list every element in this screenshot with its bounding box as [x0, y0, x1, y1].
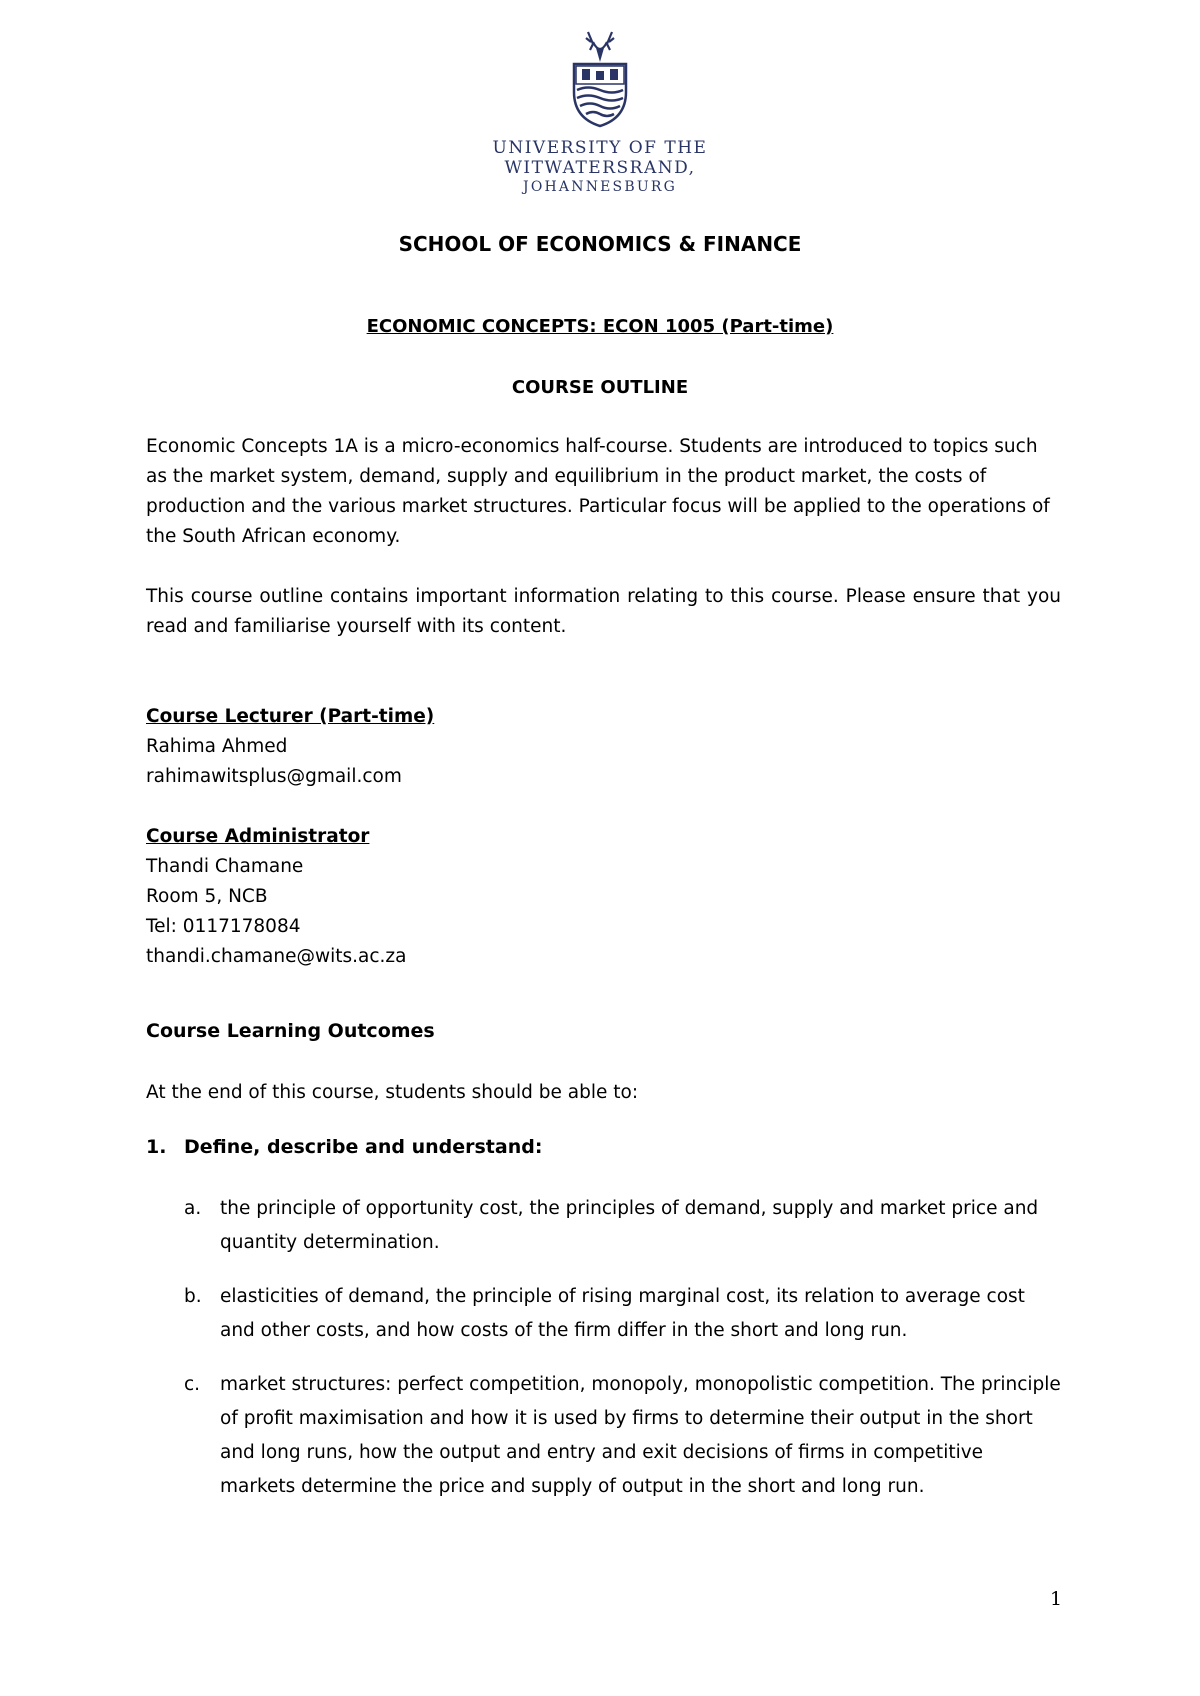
- administrator-heading: Course Administrator: [146, 826, 370, 847]
- outline-title: COURSE OUTLINE: [511, 377, 689, 398]
- university-line-1: UNIVERSITY OF THE: [492, 138, 708, 158]
- university-line-3: JOHANNESBURG: [523, 179, 677, 195]
- subitem-letter: c.: [184, 1374, 201, 1395]
- lecturer-name: Rahima Ahmed: [146, 736, 288, 757]
- outcome-item-title: Define, describe and understand:: [184, 1136, 543, 1158]
- administrator-room: Room 5, NCB: [146, 886, 268, 907]
- administrator-name: Thandi Chamane: [146, 856, 304, 877]
- administrator-tel: Tel: 0117178084: [146, 916, 301, 937]
- university-wordmark: [0, 138, 1200, 196]
- outcomes-heading: Course Learning Outcomes: [146, 1020, 435, 1042]
- page-number: 1: [1050, 1588, 1063, 1610]
- lecturer-email[interactable]: rahimawitsplus@gmail.com: [146, 766, 402, 787]
- administrator-block: [146, 822, 406, 972]
- lecturer-heading: Course Lecturer (Part-time): [146, 706, 435, 727]
- subitem-letter: a.: [184, 1198, 202, 1219]
- outcome-item-1: [146, 1136, 542, 1158]
- outcomes-intro: At the end of this course, students should be able to:: [146, 1082, 639, 1103]
- outcome-subitem-c: [184, 1368, 1064, 1504]
- crest-container: [0, 28, 1200, 132]
- subitem-text: market structures: perfect competition, monopoly, monopolistic competition. The principle of profit maximisation and how it is used by firms to determine their output in the short and long runs, how the output and entry and exit decisions of firms in competitive markets determine the price and supply of output in the short and long run.: [220, 1374, 1061, 1497]
- subitem-text: the principle of opportunity cost, the principles of demand, supply and market price and quantity determination.: [220, 1198, 1039, 1253]
- outcome-subitem-a: [184, 1192, 1064, 1260]
- outcome-subitem-b: [184, 1280, 1064, 1348]
- intro-paragraph: Economic Concepts 1A is a micro-economics half-course. Students are introduced to topics such as the market system, demand, supply and equilibrium in the product market, the costs of production and the various market structures. Particular focus will be applied to the operations of the South African economy.: [146, 436, 1050, 547]
- university-crest-icon: [560, 28, 640, 128]
- subitem-letter: b.: [184, 1286, 202, 1307]
- administrator-email[interactable]: thandi.chamane@wits.ac.za: [146, 946, 407, 967]
- university-line-2: WITWATERSRAND,: [504, 158, 696, 178]
- subitem-text: elasticities of demand, the principle of rising marginal cost, its relation to average cost and other costs, and how costs of the firm differ in the short and long run.: [220, 1286, 1025, 1341]
- school-title: SCHOOL OF ECONOMICS & FINANCE: [398, 232, 802, 256]
- lecturer-block: [146, 702, 434, 792]
- course-title: ECONOMIC CONCEPTS: ECON 1005 (Part-time): [366, 316, 834, 337]
- outcome-item-number: 1.: [146, 1136, 167, 1158]
- notice-paragraph: This course outline contains important information relating to this course. Please ensure that you read and familiarise yourself with its content.: [146, 586, 1061, 637]
